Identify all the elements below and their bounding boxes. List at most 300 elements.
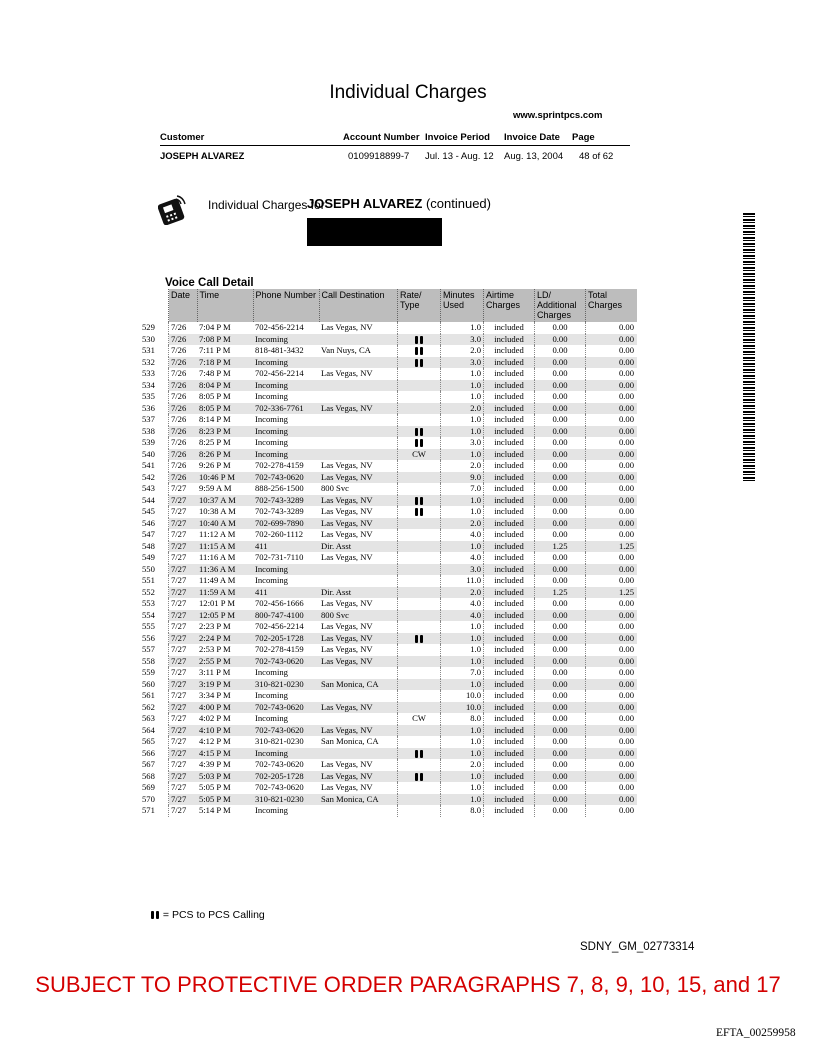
call-time: 5:03 P M (197, 771, 253, 783)
call-date: 7/26 (169, 368, 198, 380)
call-date: 7/27 (169, 702, 198, 714)
call-date: 7/27 (169, 805, 198, 817)
phone-number: Incoming (255, 690, 288, 700)
total-charges: 0.00 (586, 656, 638, 668)
row-number: 550 (142, 563, 155, 574)
call-destination: Las Vegas, NV (319, 518, 398, 530)
call-destination: Las Vegas, NV (319, 656, 398, 668)
row-number: 562 (142, 701, 155, 712)
bates-number: SDNY_GM_02773314 (580, 941, 695, 953)
rate-type (398, 633, 441, 645)
phone-number: 702-456-2214 (255, 621, 304, 631)
total-charges: 0.00 (586, 472, 638, 484)
call-date: 7/27 (169, 725, 198, 737)
minutes-used: 1.0 (441, 322, 484, 334)
row-number: 539 (142, 437, 155, 447)
call-destination: Las Vegas, NV (321, 368, 373, 378)
minutes-used: 1.0 (441, 506, 484, 518)
minutes-used: 2.0 (441, 759, 484, 771)
phone-number: Incoming (255, 391, 288, 401)
call-destination (319, 380, 398, 392)
minutes-used: 1.0 (441, 794, 484, 806)
minutes-used: 1.0 (441, 391, 484, 403)
rate-type (398, 587, 441, 599)
phone-number: 702-336-7761 (253, 403, 319, 415)
table-row (133, 690, 637, 702)
table-row (133, 460, 637, 472)
total-charges: 0.00 (586, 610, 638, 622)
call-time: 5:14 P M (199, 805, 231, 815)
rate-type (398, 403, 441, 415)
phone-number: 888-256-1500 (255, 483, 304, 493)
call-time: 5:05 P M (199, 782, 231, 792)
total-header: Total Charges (586, 289, 638, 322)
table-row (133, 575, 637, 587)
call-date: 7/26 (169, 414, 198, 426)
row-number: 548 (142, 540, 155, 551)
call-destination: Las Vegas, NV (321, 460, 373, 470)
call-date: 7/27 (169, 713, 198, 725)
total-charges: 0.00 (586, 702, 638, 714)
call-time: 12:01 P M (199, 598, 235, 608)
ld-charges: 0.00 (535, 690, 586, 702)
call-date: 7/26 (169, 357, 198, 369)
pcs-to-pcs-icon (415, 336, 424, 344)
rate-type (398, 529, 441, 541)
total-charges: 0.00 (586, 690, 638, 702)
table-row (133, 437, 637, 449)
account-number-value: 0109918899-7 (348, 151, 410, 162)
call-date: 7/27 (169, 782, 198, 794)
rate-type (398, 460, 441, 472)
call-time: 7:11 P M (199, 345, 231, 355)
total-charges: 0.00 (586, 380, 638, 392)
total-charges: 0.00 (586, 552, 638, 564)
ld-charges: 0.00 (535, 403, 586, 415)
invoice-period-value: Jul. 13 - Aug. 12 (425, 151, 494, 162)
row-number: 545 (142, 506, 155, 516)
table-row (133, 805, 637, 817)
airtime-charges: included (484, 621, 535, 633)
airtime-charges: included (484, 380, 535, 392)
call-time: 11:16 A M (199, 552, 236, 562)
ld-charges: 0.00 (535, 518, 586, 530)
row-number: 541 (142, 460, 155, 470)
table-row (133, 506, 637, 518)
ld-charges: 0.00 (535, 713, 586, 725)
phone-number: Incoming (255, 713, 288, 723)
total-charges: 0.00 (586, 598, 638, 610)
minutes-used: 3.0 (441, 357, 484, 369)
header-rule (160, 145, 630, 146)
ld-charges: 0.00 (535, 529, 586, 541)
call-date: 7/27 (169, 518, 198, 530)
call-date: 7/26 (169, 403, 198, 415)
phone-number: 818-481-3432 (255, 345, 304, 355)
phone-number: 702-743-0620 (253, 472, 319, 484)
call-destination (319, 449, 398, 461)
airtime-charges: included (484, 391, 535, 403)
rate-type (398, 759, 441, 771)
call-time: 8:26 P M (197, 449, 253, 461)
call-destination (319, 334, 398, 346)
call-date: 7/27 (169, 644, 198, 656)
pcs-to-pcs-icon (415, 428, 424, 436)
row-number: 536 (142, 402, 155, 413)
rate-type (398, 518, 441, 530)
rate-type (398, 771, 441, 783)
total-charges: 0.00 (586, 805, 638, 817)
phone-number: Incoming (253, 380, 319, 392)
table-row (133, 541, 637, 553)
phone-number: 310-821-0230 (255, 736, 304, 746)
table-row (133, 667, 637, 679)
ld-charges: 0.00 (535, 449, 586, 461)
call-date: 7/26 (169, 322, 198, 334)
airtime-charges: included (484, 529, 535, 541)
table-row (133, 368, 637, 380)
ld-charges: 0.00 (535, 736, 586, 748)
airtime-charges: included (484, 495, 535, 507)
call-time: 12:05 P M (197, 610, 253, 622)
total-charges: 0.00 (586, 506, 638, 518)
rate-type (398, 610, 441, 622)
minutes-used: 1.0 (441, 541, 484, 553)
rate-type (398, 368, 441, 380)
protective-order-notice: SUBJECT TO PROTECTIVE ORDER PARAGRAPHS 7, 8, 9, 10, 15, and 17 (35, 972, 781, 997)
row-number: 532 (142, 356, 155, 367)
ld-charges: 0.00 (535, 391, 586, 403)
rate-type-header: Rate/ Type (398, 289, 441, 322)
minutes-used: 1.0 (441, 426, 484, 438)
ld-charges: 0.00 (535, 610, 586, 622)
ld-charges: 0.00 (535, 334, 586, 346)
pcs-to-pcs-icon (415, 439, 424, 447)
row-number: 556 (142, 632, 155, 643)
rate-type (398, 391, 441, 403)
table-row (133, 736, 637, 748)
phone-number: Incoming (253, 449, 319, 461)
call-destination (319, 575, 398, 587)
call-date: 7/26 (169, 380, 198, 392)
ld-charges: 0.00 (535, 598, 586, 610)
ld-charges: 0.00 (535, 368, 586, 380)
invoice-date-value: Aug. 13, 2004 (504, 151, 564, 162)
ld-charges: 0.00 (535, 679, 586, 691)
phone-number: 702-743-0620 (253, 656, 319, 668)
phone-number: 702-278-4159 (255, 460, 304, 470)
call-destination: Las Vegas, NV (321, 552, 373, 562)
ld-charges: 0.00 (535, 644, 586, 656)
row-number: 553 (142, 598, 155, 608)
call-time: 9:26 P M (199, 460, 231, 470)
table-row (133, 449, 637, 461)
table-row (133, 414, 637, 426)
table-row (133, 587, 637, 599)
individual-name (307, 196, 491, 211)
ld-charges: 0.00 (535, 748, 586, 760)
call-date: 7/27 (169, 529, 198, 541)
rate-type (398, 575, 441, 587)
call-time: 8:23 P M (197, 426, 253, 438)
rate-type (398, 679, 441, 691)
row-number: 533 (142, 368, 155, 378)
minutes-used: 1.0 (441, 771, 484, 783)
call-time: 7:48 P M (199, 368, 231, 378)
minutes-used: 1.0 (441, 633, 484, 645)
rate-type (398, 564, 441, 576)
airtime-charges: included (484, 598, 535, 610)
minutes-used: 2.0 (441, 518, 484, 530)
phone-number: 702-731-7110 (255, 552, 304, 562)
total-charges: 0.00 (586, 759, 638, 771)
row-number: 560 (142, 678, 155, 689)
table-row (133, 794, 637, 806)
call-destination: Las Vegas, NV (321, 644, 373, 654)
phone-header: Phone Number (253, 289, 319, 322)
row-number: 570 (142, 793, 155, 804)
rate-type (398, 437, 441, 449)
row-number: 561 (142, 690, 155, 700)
call-time: 11:49 A M (199, 575, 236, 585)
rate-type (398, 495, 441, 507)
airtime-charges: included (484, 403, 535, 415)
minutes-used: 1.0 (441, 782, 484, 794)
row-number: 557 (142, 644, 155, 654)
ld-charges: 0.00 (535, 506, 586, 518)
call-destination (319, 437, 398, 449)
call-time: 8:05 P M (199, 391, 231, 401)
call-time: 3:19 P M (197, 679, 253, 691)
table-row (133, 610, 637, 622)
minutes-header: Minutes Used (441, 289, 484, 322)
table-row (133, 633, 637, 645)
ld-charges: 0.00 (535, 380, 586, 392)
call-destination: Dir. Asst (319, 541, 398, 553)
minutes-used: 1.0 (441, 644, 484, 656)
rate-type (398, 506, 441, 518)
minutes-used: 4.0 (441, 529, 484, 541)
call-destination: San Monica, CA (319, 679, 398, 691)
call-date: 7/27 (169, 587, 198, 599)
ld-charges: 0.00 (535, 460, 586, 472)
minutes-used: 1.0 (441, 748, 484, 760)
ld-charges: 0.00 (535, 575, 586, 587)
phone-number: 411 (253, 541, 319, 553)
call-destination (319, 426, 398, 438)
row-number: 546 (142, 517, 155, 528)
total-charges: 0.00 (586, 667, 638, 679)
pcs-to-pcs-icon (151, 911, 160, 919)
table-row (133, 529, 637, 541)
phone-number: 310-821-0230 (253, 679, 319, 691)
call-time: 4:39 P M (199, 759, 231, 769)
ld-charges: 0.00 (535, 345, 586, 357)
pcs-to-pcs-icon (415, 773, 424, 781)
row-number: 531 (142, 345, 155, 355)
phone-number: Incoming (255, 437, 288, 447)
row-number: 543 (142, 483, 155, 493)
airtime-charges: included (484, 805, 535, 817)
minutes-used: 4.0 (441, 610, 484, 622)
row-number: 571 (142, 805, 155, 815)
airtime-charges: included (484, 587, 535, 599)
barcode (743, 213, 755, 483)
page-label: Page (572, 132, 595, 143)
rate-type (398, 748, 441, 760)
row-number: 542 (142, 471, 155, 482)
ld-charges: 0.00 (535, 426, 586, 438)
call-destination (319, 690, 398, 702)
continued-label: (continued) (422, 196, 491, 211)
destination-header: Call Destination (319, 289, 398, 322)
ld-charges: 0.00 (535, 667, 586, 679)
rate-type (398, 702, 441, 714)
row-number: 529 (142, 322, 155, 332)
rate-type (398, 414, 441, 426)
phone-number: 702-205-1728 (253, 771, 319, 783)
rate-type (398, 656, 441, 668)
table-row (133, 391, 637, 403)
total-charges: 0.00 (586, 644, 638, 656)
call-time: 2:23 P M (199, 621, 231, 631)
table-row (133, 771, 637, 783)
call-destination (319, 414, 398, 426)
phone-number: Incoming (255, 805, 288, 815)
minutes-used: 1.0 (441, 736, 484, 748)
airtime-header: Airtime Charges (484, 289, 535, 322)
airtime-charges: included (484, 357, 535, 369)
call-date: 7/27 (169, 541, 198, 553)
call-destination: Las Vegas, NV (321, 506, 373, 516)
ld-charges: 0.00 (535, 805, 586, 817)
total-charges: 0.00 (586, 460, 638, 472)
minutes-used: 7.0 (441, 483, 484, 495)
pcs-to-pcs-icon (415, 750, 424, 758)
table-row (133, 495, 637, 507)
call-time: 9:59 A M (199, 483, 232, 493)
total-charges: 0.00 (586, 426, 638, 438)
total-charges: 0.00 (586, 564, 638, 576)
total-charges: 0.00 (586, 782, 638, 794)
minutes-used: 7.0 (441, 667, 484, 679)
call-date: 7/27 (169, 759, 198, 771)
phone-number: 411 (253, 587, 319, 599)
total-charges: 0.00 (586, 529, 638, 541)
row-number: 549 (142, 552, 155, 562)
table-row (133, 483, 637, 495)
row-number: 567 (142, 759, 155, 769)
ld-charges: 1.25 (535, 541, 586, 553)
airtime-charges: included (484, 610, 535, 622)
airtime-charges: included (484, 449, 535, 461)
ld-charges: 0.00 (535, 322, 586, 334)
row-number: 535 (142, 391, 155, 401)
minutes-used: 8.0 (441, 713, 484, 725)
minutes-used: 1.0 (441, 679, 484, 691)
total-charges: 0.00 (586, 414, 638, 426)
ld-charges: 0.00 (535, 483, 586, 495)
call-time: 10:40 A M (197, 518, 253, 530)
airtime-charges: included (484, 690, 535, 702)
call-destination: Las Vegas, NV (319, 403, 398, 415)
account-number-label: Account Number (343, 132, 420, 143)
row-number: 558 (142, 655, 155, 666)
call-date: 7/26 (169, 449, 198, 461)
ld-charges: 0.00 (535, 656, 586, 668)
rate-type (398, 357, 441, 369)
total-charges: 0.00 (586, 725, 638, 737)
call-date: 7/27 (169, 736, 198, 748)
minutes-used: 1.0 (441, 656, 484, 668)
call-date: 7/27 (169, 598, 198, 610)
call-destination: Las Vegas, NV (321, 322, 373, 332)
ld-charges: 0.00 (535, 621, 586, 633)
rate-type (398, 667, 441, 679)
table-row (133, 598, 637, 610)
airtime-charges: included (484, 794, 535, 806)
call-date: 7/27 (169, 610, 198, 622)
row-number: 547 (142, 529, 155, 539)
call-date: 7/27 (169, 552, 198, 564)
call-destination: Las Vegas, NV (321, 782, 373, 792)
phone-number: Incoming (255, 667, 288, 677)
rate-type (398, 380, 441, 392)
rate-type (398, 782, 441, 794)
call-time: 10:46 P M (197, 472, 253, 484)
row-number: 569 (142, 782, 155, 792)
airtime-charges: included (484, 736, 535, 748)
call-destination: Las Vegas, NV (321, 529, 373, 539)
call-time: 2:55 P M (197, 656, 253, 668)
minutes-used: 8.0 (441, 805, 484, 817)
ld-charges: 0.00 (535, 759, 586, 771)
table-row (133, 656, 637, 668)
ld-charges: 0.00 (535, 782, 586, 794)
call-destination: Las Vegas, NV (319, 633, 398, 645)
call-date: 7/27 (169, 506, 198, 518)
total-charges: 0.00 (586, 334, 638, 346)
pcs-to-pcs-icon (415, 508, 424, 516)
row-number: 551 (142, 575, 155, 585)
airtime-charges: included (484, 633, 535, 645)
row-number: 568 (142, 770, 155, 781)
invoice-period-label: Invoice Period (425, 132, 490, 143)
rate-type (398, 805, 441, 817)
table-row (133, 644, 637, 656)
airtime-charges: included (484, 575, 535, 587)
call-time: 11:59 A M (197, 587, 253, 599)
phone-number: 800-747-4100 (253, 610, 319, 622)
table-row (133, 552, 637, 564)
rate-type (398, 598, 441, 610)
total-charges: 0.00 (586, 771, 638, 783)
minutes-used: 9.0 (441, 472, 484, 484)
rate-type (398, 552, 441, 564)
ld-charges: 0.00 (535, 794, 586, 806)
table-row (133, 748, 637, 760)
rate-type (398, 541, 441, 553)
call-destination: Las Vegas, NV (319, 495, 398, 507)
minutes-used: 1.0 (441, 725, 484, 737)
total-charges: 0.00 (586, 575, 638, 587)
minutes-used: 2.0 (441, 587, 484, 599)
rate-type (398, 736, 441, 748)
time-header: Time (197, 289, 253, 322)
table-row (133, 759, 637, 771)
airtime-charges: included (484, 667, 535, 679)
call-destination (319, 357, 398, 369)
